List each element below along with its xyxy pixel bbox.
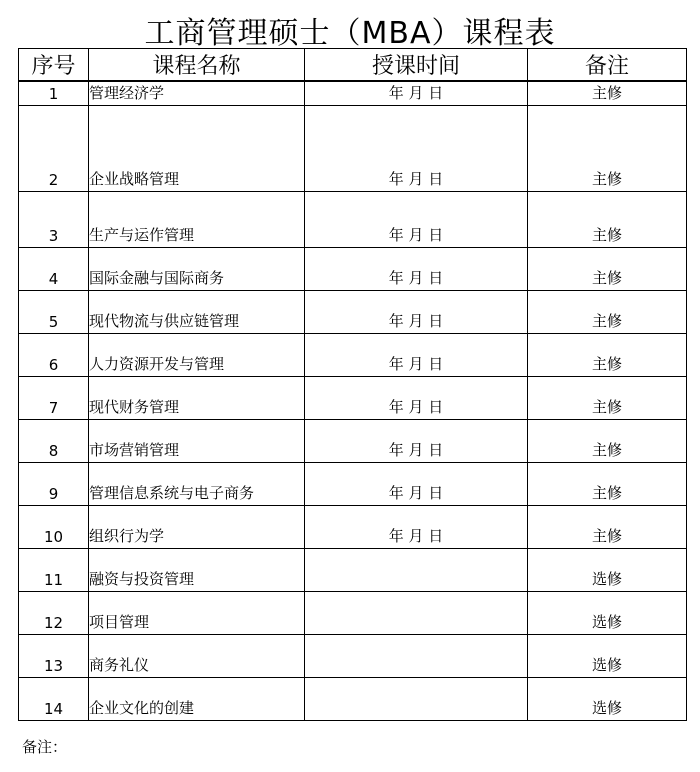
course-date xyxy=(305,549,528,592)
table-row xyxy=(19,81,687,106)
course-note: 选修 xyxy=(528,592,687,635)
row-number: 3 xyxy=(19,192,89,248)
course-note: 主修 xyxy=(528,377,687,420)
course-name: 企业战略管理 xyxy=(89,106,305,192)
row-number: 7 xyxy=(19,377,89,420)
course-note: 主修 xyxy=(528,420,687,463)
course-note: 选修 xyxy=(528,635,687,678)
course-name: 现代财务管理 xyxy=(89,377,305,420)
course-name: 市场营销管理 xyxy=(89,420,305,463)
row-number: 1 xyxy=(19,81,89,106)
course-note: 主修 xyxy=(528,248,687,291)
course-date: 年 月 日 xyxy=(305,463,528,506)
table-row xyxy=(19,377,687,420)
row-number: 6 xyxy=(19,334,89,377)
course-note: 选修 xyxy=(528,678,687,721)
row-number: 12 xyxy=(19,592,89,635)
row-number: 13 xyxy=(19,635,89,678)
course-note: 主修 xyxy=(528,81,687,106)
header-remarks: 备注 xyxy=(528,49,687,82)
page-title: 工商管理硕士（MBA）课程表 xyxy=(144,16,556,51)
course-note: 主修 xyxy=(528,506,687,549)
table-row xyxy=(19,592,687,635)
course-note: 选修 xyxy=(528,549,687,592)
row-number: 8 xyxy=(19,420,89,463)
course-date: 年 月 日 xyxy=(305,506,528,549)
course-name: 人力资源开发与管理 xyxy=(89,334,305,377)
course-name: 融资与投资管理 xyxy=(89,549,305,592)
table-row xyxy=(19,678,687,721)
table-row xyxy=(19,334,687,377)
header-row xyxy=(19,49,687,82)
course-note: 主修 xyxy=(528,291,687,334)
course-date: 年 月 日 xyxy=(305,334,528,377)
table-row xyxy=(19,192,687,248)
course-name: 企业文化的创建 xyxy=(89,678,305,721)
course-note: 主修 xyxy=(528,192,687,248)
course-date: 年 月 日 xyxy=(305,81,528,106)
row-number: 2 xyxy=(19,106,89,192)
table-row xyxy=(19,106,687,192)
course-name: 国际金融与国际商务 xyxy=(89,248,305,291)
header-course-name: 课程名称 xyxy=(89,49,305,82)
row-number: 4 xyxy=(19,248,89,291)
table-row xyxy=(19,291,687,334)
course-name: 项目管理 xyxy=(89,592,305,635)
course-table xyxy=(18,48,687,721)
course-name: 现代物流与供应链管理 xyxy=(89,291,305,334)
course-date xyxy=(305,592,528,635)
row-number: 10 xyxy=(19,506,89,549)
row-number: 11 xyxy=(19,549,89,592)
header-number: 序号 xyxy=(19,49,89,82)
course-date: 年 月 日 xyxy=(305,291,528,334)
footer-remark: 备注： xyxy=(22,738,68,756)
course-name: 组织行为学 xyxy=(89,506,305,549)
course-note: 主修 xyxy=(528,106,687,192)
course-date: 年 月 日 xyxy=(305,192,528,248)
row-number: 14 xyxy=(19,678,89,721)
course-note: 主修 xyxy=(528,463,687,506)
course-date: 年 月 日 xyxy=(305,377,528,420)
course-name: 生产与运作管理 xyxy=(89,192,305,248)
row-number: 9 xyxy=(19,463,89,506)
course-date: 年 月 日 xyxy=(305,248,528,291)
course-date: 年 月 日 xyxy=(305,420,528,463)
course-date xyxy=(305,678,528,721)
table-row xyxy=(19,420,687,463)
course-note: 主修 xyxy=(528,334,687,377)
course-name: 管理经济学 xyxy=(89,81,305,106)
table-row xyxy=(19,549,687,592)
table-row xyxy=(19,248,687,291)
course-date xyxy=(305,635,528,678)
table-row xyxy=(19,635,687,678)
header-schedule: 授课时间 xyxy=(305,49,528,82)
table-row xyxy=(19,506,687,549)
course-name: 管理信息系统与电子商务 xyxy=(89,463,305,506)
table-row xyxy=(19,463,687,506)
row-number: 5 xyxy=(19,291,89,334)
course-date: 年 月 日 xyxy=(305,106,528,192)
course-name: 商务礼仪 xyxy=(89,635,305,678)
